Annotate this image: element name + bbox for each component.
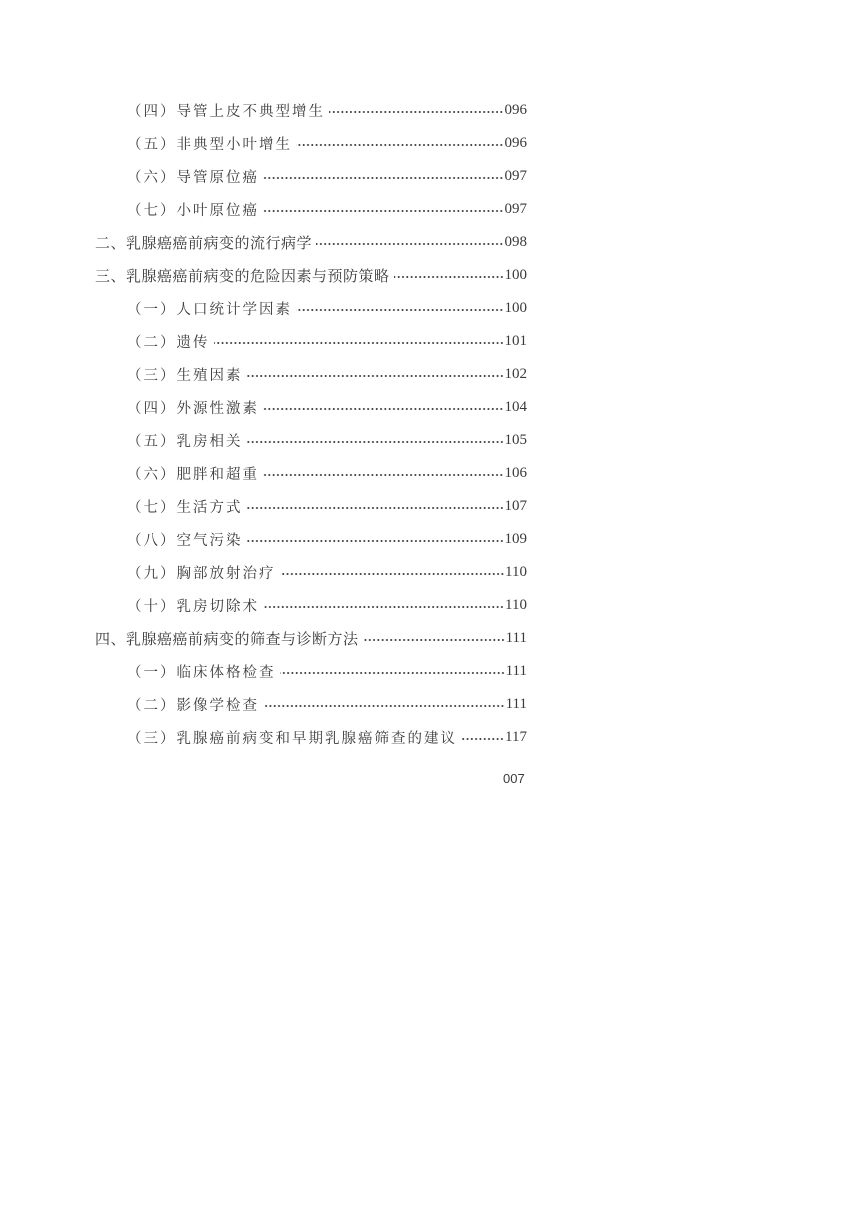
toc-leader-dots — [296, 143, 504, 147]
toc-entry-title: （六）导管原位癌 — [127, 170, 259, 186]
toc-leader-dots — [263, 605, 504, 609]
toc-entry-title: （一）人口统计学因素 — [127, 302, 292, 318]
toc-entry-title: （八）空气污染 — [127, 533, 243, 549]
toc-leader-dots — [363, 638, 505, 642]
toc-leader-dots — [263, 209, 504, 213]
toc-section-entry[interactable] — [0, 226, 527, 259]
toc-entry-title: （六）肥胖和超重 — [127, 467, 259, 483]
toc-subsection-entry[interactable] — [0, 688, 527, 721]
toc-entry-title: 三、乳腺癌癌前病变的危险因素与预防策略 — [95, 267, 390, 285]
toc-entry-page: 097 — [504, 201, 527, 217]
toc-entry-title: （七）生活方式 — [127, 500, 243, 516]
toc-entry-title: （五）非典型小叶增生 — [127, 137, 292, 153]
toc-subsection-entry[interactable] — [0, 721, 527, 754]
toc-leader-dots — [329, 110, 504, 114]
toc-subsection-entry[interactable] — [0, 391, 527, 424]
toc-leader-dots — [263, 407, 504, 411]
toc-entry-title: （五）乳房相关 — [127, 434, 243, 450]
toc-leader-dots — [280, 572, 505, 576]
toc-subsection-entry[interactable] — [0, 160, 527, 193]
toc-subsection-entry[interactable] — [0, 424, 527, 457]
toc-leader-dots — [461, 737, 504, 741]
toc-subsection-entry[interactable] — [0, 655, 527, 688]
toc-leader-dots — [316, 242, 503, 246]
toc-subsection-entry[interactable] — [0, 325, 527, 358]
toc-entry-page: 105 — [504, 432, 527, 448]
toc-leader-dots — [296, 308, 504, 312]
toc-leader-dots — [247, 374, 504, 378]
toc-leader-dots — [263, 704, 505, 708]
toc-entry-title: （三）生殖因素 — [127, 368, 243, 384]
toc-subsection-entry[interactable] — [0, 358, 527, 391]
toc-section-entry[interactable] — [0, 259, 527, 292]
toc-entry-title: （三）乳腺癌前病变和早期乳腺癌筛查的建议 — [127, 731, 457, 747]
toc-entry-page: 097 — [504, 168, 527, 184]
toc-entry-title: 四、乳腺癌癌前病变的筛查与诊断方法 — [95, 630, 359, 648]
toc-entry-page: 110 — [505, 597, 527, 613]
toc-entry-page: 096 — [504, 102, 527, 118]
toc-entry-title: （四）外源性激素 — [127, 401, 259, 417]
toc-entry-title: （十）乳房切除术 — [127, 599, 259, 615]
toc-entry-page: 106 — [504, 465, 527, 481]
toc-subsection-entry[interactable] — [0, 490, 527, 523]
toc-entry-page: 107 — [504, 498, 527, 514]
toc-leader-dots — [247, 539, 504, 543]
toc-entry-title: （二）遗传 — [127, 335, 210, 351]
toc-entry-title: （二）影像学检查 — [127, 698, 259, 714]
toc-entry-page: 101 — [504, 333, 527, 349]
toc-entry-page: 111 — [505, 630, 527, 646]
toc-entry-title: （七）小叶原位癌 — [127, 203, 259, 219]
toc-subsection-entry[interactable] — [0, 127, 527, 160]
toc-entry-page: 102 — [504, 366, 527, 382]
toc-section-entry[interactable] — [0, 622, 527, 655]
toc-entry-page: 111 — [505, 696, 527, 712]
toc-leader-dots — [247, 506, 504, 510]
toc-subsection-entry[interactable] — [0, 94, 527, 127]
toc-entry-page: 111 — [505, 663, 527, 679]
toc-leader-dots — [263, 473, 504, 477]
toc-entry-page: 110 — [505, 564, 527, 580]
toc-leader-dots — [214, 341, 504, 345]
toc-entry-title: 二、乳腺癌癌前病变的流行病学 — [95, 234, 313, 252]
toc-entry-page: 100 — [504, 300, 527, 316]
toc-entry-title: （四）导管上皮不典型增生 — [127, 104, 325, 120]
toc-subsection-entry[interactable] — [0, 292, 527, 325]
toc-subsection-entry[interactable] — [0, 523, 527, 556]
toc-subsection-entry[interactable] — [0, 589, 527, 622]
toc-leader-dots — [247, 440, 504, 444]
toc-entry-page: 096 — [504, 135, 527, 151]
toc-subsection-entry[interactable] — [0, 193, 527, 226]
toc-entry-title: （九）胸部放射治疗 — [127, 566, 276, 582]
toc-entry-page: 104 — [504, 399, 527, 415]
page-number: 007 — [503, 771, 525, 786]
toc-entry-page: 117 — [505, 729, 527, 745]
toc-leader-dots — [394, 275, 504, 279]
toc-leader-dots — [280, 671, 505, 675]
toc-entry-title: （一）临床体格检查 — [127, 665, 276, 681]
toc-subsection-entry[interactable] — [0, 556, 527, 589]
toc-subsection-entry[interactable] — [0, 457, 527, 490]
toc-entry-page: 100 — [504, 267, 527, 283]
toc-entry-page: 098 — [504, 234, 527, 250]
table-of-contents — [0, 94, 867, 754]
toc-entry-page: 109 — [504, 531, 527, 547]
toc-leader-dots — [263, 176, 504, 180]
